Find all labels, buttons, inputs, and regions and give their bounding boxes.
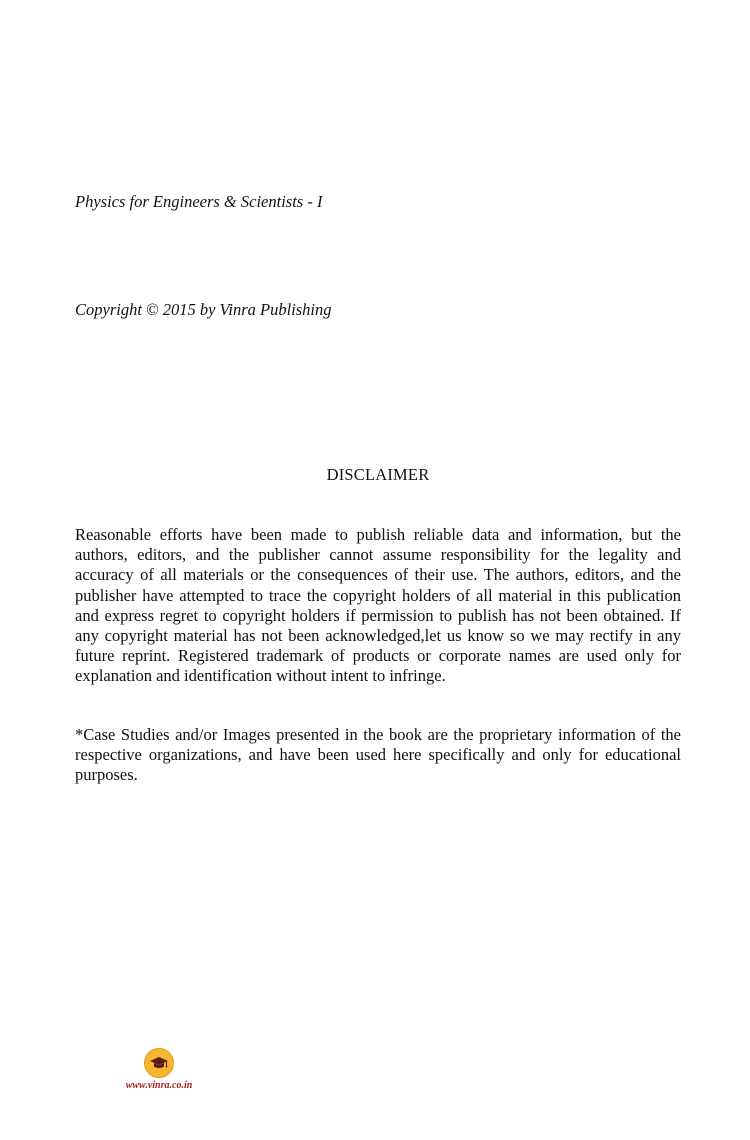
disclaimer-paragraph-2: *Case Studies and/or Images presented in the book are the proprietary information of the respective organizations, and have been used here specifically and only for educational purposes. <box>75 725 681 785</box>
graduation-cap-icon <box>149 1053 169 1073</box>
disclaimer-heading: DISCLAIMER <box>326 465 430 484</box>
logo-badge <box>144 1048 174 1078</box>
disclaimer-paragraph-1: Reasonable efforts have been made to publish reliable data and information, but the authors, editors, and the publisher cannot assume responsibility for the legality and accuracy of all materials or the consequences of their use. The authors, editors, and the publisher have attempted to trace the copyright holders of all material in this publication and express regret to copyright holders if permission to publish has not been obtained. If any copyright material has not been acknowledged,let us know so we may rectify in any future reprint. Registered trademark of products or corporate names are used only for explanation and identification without intent to infringe. <box>75 525 681 686</box>
publisher-url[interactable]: www.vinra.co.in <box>125 1080 193 1091</box>
publisher-logo <box>118 1046 200 1094</box>
copyright-notice: Copyright © 2015 by Vinra Publishing <box>75 300 332 319</box>
book-title: Physics for Engineers & Scientists - I <box>75 192 323 211</box>
